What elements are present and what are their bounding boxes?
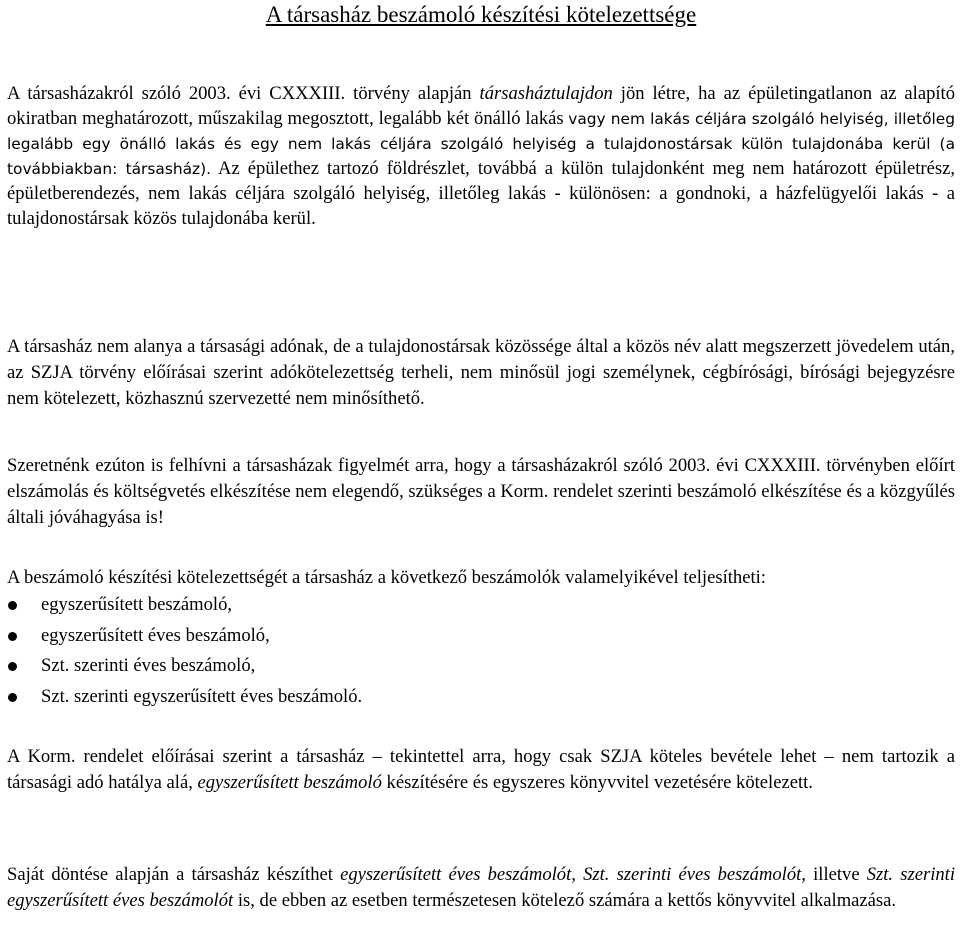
list-item [7, 590, 955, 621]
term-tarsashaztulajdon: társasháztulajdon [479, 83, 613, 104]
paragraph-decree-part2: készítésére és egyszeres könyvvitel vezetésére kötelezett. [381, 772, 813, 793]
paragraph-tax-status: A társasház nem alanya a társasági adónak, de a tulajdonostársak közössége által a közös név alatt megszerzett jövedelem után, az SZJA törvény előírásai szerint adókötelezettség terheli, nem minősül jogi személynek, cégbírósági, bírósági bejegyzésre nem kötelezett, közhasznú szervezetté nem minősíthető. [7, 336, 955, 409]
paragraph-definition-part2: jön létre, ha az épületingatlanon az alapító okiratban meghatározott, műszakilag megosztott, legalább két önálló lakás [7, 83, 955, 129]
paragraph-government-decree [7, 744, 955, 796]
list-item [7, 682, 955, 713]
paragraph-options-intro: A beszámoló készítési kötelezettségét a társasház a következő beszámolók valamelyikével teljesítheti: [7, 567, 766, 588]
list-item [7, 621, 955, 652]
paragraph-decree-part1: A Korm. rendelet előírásai szerint a társasház – tekintettel arra, hogy csak SZJA köteles bevétele lehet – nem tartozik a társasági adó hatálya alá, [7, 746, 955, 793]
list-item-label: Szt. szerinti egyszerűsített éves beszámoló. [41, 685, 363, 707]
document-title: A társasház beszámoló készítési kötelezettsége [265, 2, 697, 27]
bullet-icon [8, 693, 17, 702]
paragraph-definition-part3: Az épülethez tartozó földrészlet, továbbá a külön tulajdonként meg nem határozott épületrész, épületberendezés, nem lakás céljára szolgáló helyiség, illetőleg lakás - különösen: a gondnoki, a házfelügyelői lakás - a tulajdonostársak közös tulajdonába kerül. [7, 158, 956, 229]
term-simplified-report: egyszerűsített beszámoló [197, 772, 382, 793]
list-item-label: egyszerűsített beszámoló, [41, 594, 233, 615]
paragraph-own-decision-part3: is, de ebben az esetben természetesen kötelező számára a kettős könyvvitel alkalmazása. [233, 890, 897, 911]
bullet-icon [8, 601, 17, 610]
term-report-types-2: Szt. szerinti egyszerűsített éves beszámolót [7, 864, 955, 911]
paragraph-definition-part1: A társasházakról szóló 2003. évi CXXXIII. törvény alapján [7, 83, 480, 104]
paragraph-definition-sans-part: vagy nem lakás céljára szolgáló helyiség, illetőleg legalább egy önálló lakás és egy nem lakás céljára szolgáló helyiség a tulajdonostársak külön tulajdonába kerül (a továbbiakban: társasház). [7, 110, 955, 178]
paragraph-own-decision [7, 862, 955, 914]
report-options-list [7, 590, 955, 712]
bullet-icon [8, 662, 17, 671]
paragraph-own-decision-part2: illetve [805, 864, 867, 885]
list-item-label: egyszerűsített éves beszámoló, [41, 624, 270, 646]
paragraph-definition [7, 81, 955, 231]
term-report-types-1: egyszerűsített éves beszámolót, Szt. szerinti éves beszámolót, [340, 864, 806, 885]
paragraph-own-decision-part1: Saját döntése alapján a társasház készíthet [7, 864, 341, 885]
document-page [7, 0, 956, 911]
list-item-label: Szt. szerinti éves beszámoló, [41, 655, 256, 676]
bullet-icon [8, 632, 17, 641]
paragraph-notice: Szeretnénk ezúton is felhívni a társasházak figyelmét arra, hogy a társasházakról szóló 2003. évi CXXXIII. törvényben előírt elszámolás és költségvetés elkészítése nem elegendő, szükséges a Korm. rendelet szerinti beszámoló elkészítése és a közgyűlés általi jóváhagyása is! [7, 455, 955, 528]
list-item [7, 651, 955, 682]
